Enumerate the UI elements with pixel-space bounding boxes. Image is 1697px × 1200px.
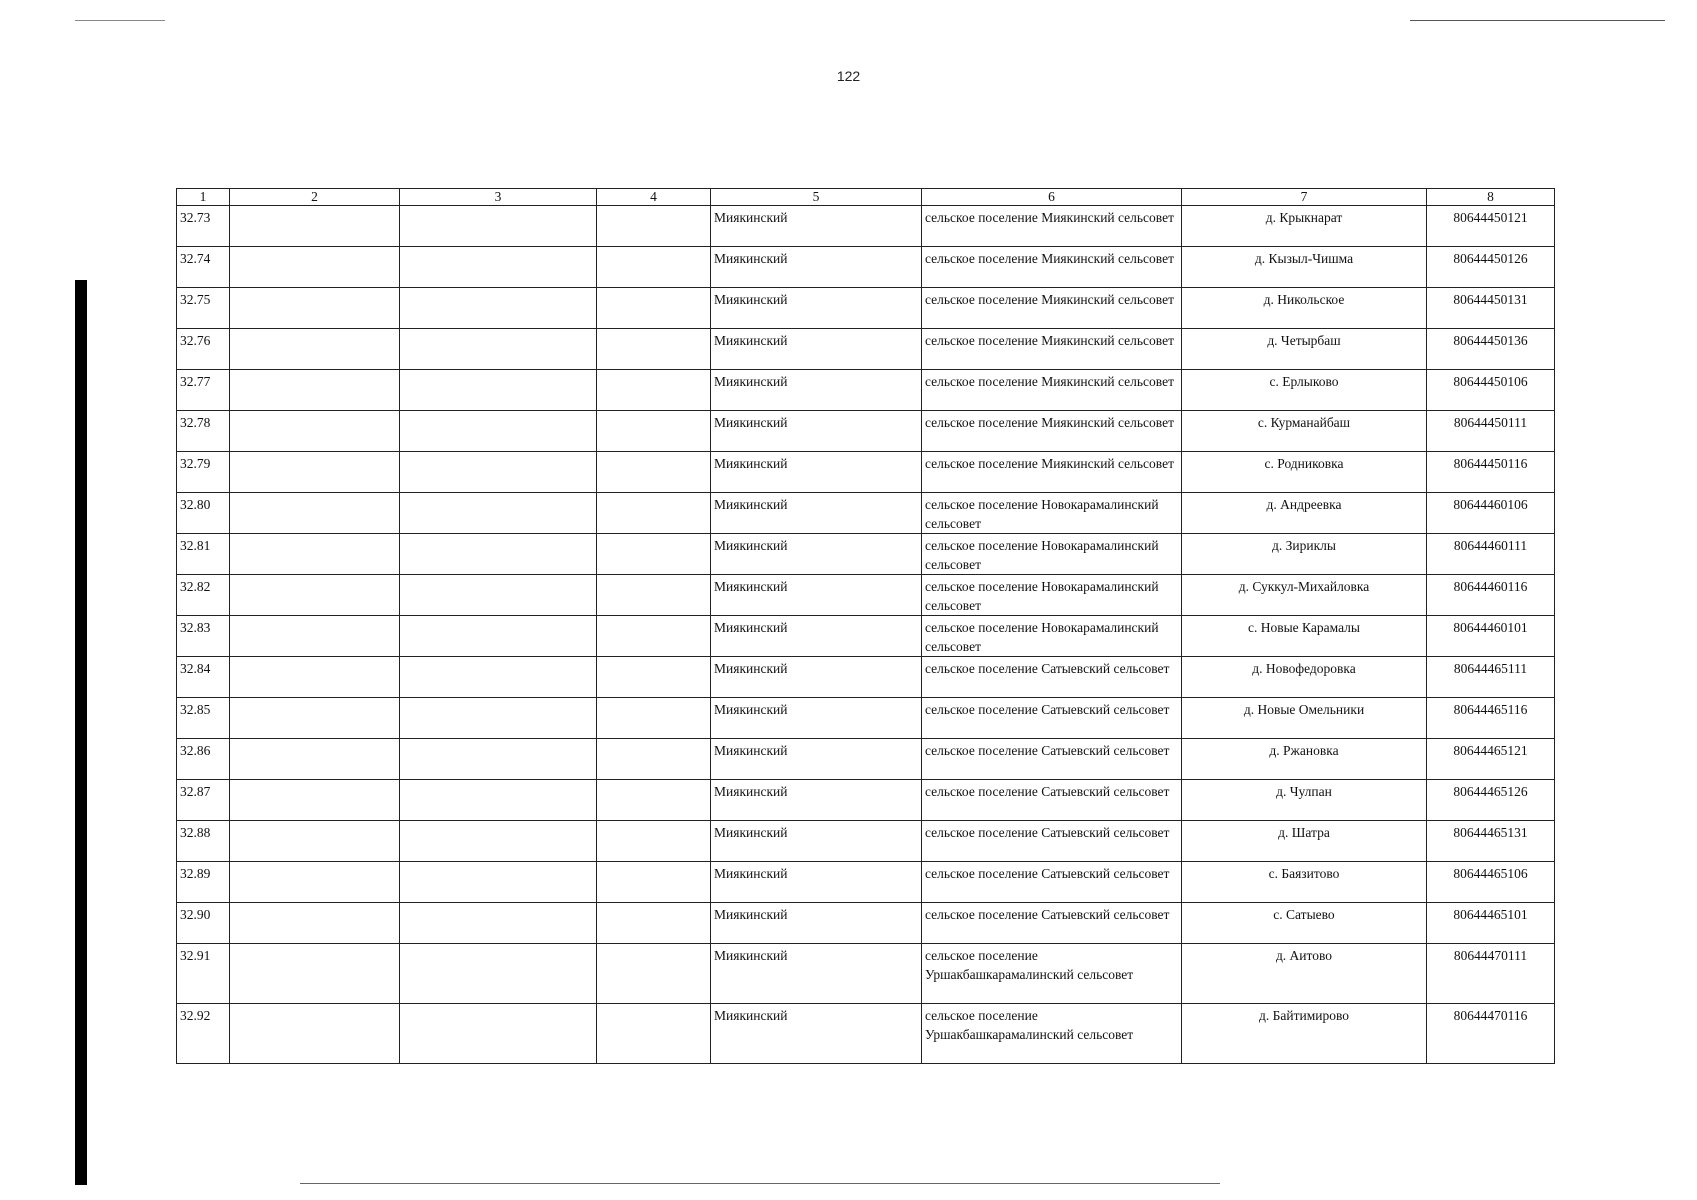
settlement-cell: д. Суккул-Михайловка [1182, 575, 1427, 616]
oktmo-code-cell: 80644465126 [1427, 780, 1555, 821]
municipality-cell: сельское поселение Миякинский сельсовет [922, 288, 1182, 329]
column-3-cell [400, 657, 597, 698]
table-row [177, 1004, 1555, 1064]
settlement-cell: с. Ерлыково [1182, 370, 1427, 411]
settlement-cell: д. Аитово [1182, 944, 1427, 1004]
settlement-cell: д. Четырбаш [1182, 329, 1427, 370]
oktmo-code-cell: 80644450131 [1427, 288, 1555, 329]
column-4-cell [597, 616, 711, 657]
oktmo-code-cell: 80644470111 [1427, 944, 1555, 1004]
district-cell: Миякинский [711, 247, 922, 288]
table-row [177, 944, 1555, 1004]
column-4-cell [597, 739, 711, 780]
table-row [177, 534, 1555, 575]
district-cell: Миякинский [711, 903, 922, 944]
row-number-cell: 32.81 [177, 534, 230, 575]
table-row [177, 698, 1555, 739]
column-2-cell [230, 862, 400, 903]
district-cell: Миякинский [711, 493, 922, 534]
column-3-cell [400, 739, 597, 780]
column-4-cell [597, 575, 711, 616]
settlement-cell: д. Байтимирово [1182, 1004, 1427, 1064]
row-number-cell: 32.91 [177, 944, 230, 1004]
row-number-cell: 32.73 [177, 206, 230, 247]
column-2-cell [230, 698, 400, 739]
column-header: 4 [597, 189, 711, 206]
settlement-cell: д. Крыкнарат [1182, 206, 1427, 247]
row-number-cell: 32.80 [177, 493, 230, 534]
scan-edge-line [1410, 20, 1665, 21]
table-body [177, 206, 1555, 1064]
municipality-cell: сельское поселение Новокарамалинский сельсовет [922, 493, 1182, 534]
settlement-cell: д. Зириклы [1182, 534, 1427, 575]
column-2-cell [230, 329, 400, 370]
column-2-cell [230, 493, 400, 534]
column-header: 3 [400, 189, 597, 206]
row-number-cell: 32.88 [177, 821, 230, 862]
settlement-cell: д. Новые Омельники [1182, 698, 1427, 739]
column-3-cell [400, 534, 597, 575]
district-cell: Миякинский [711, 698, 922, 739]
column-4-cell [597, 493, 711, 534]
column-3-cell [400, 411, 597, 452]
district-cell: Миякинский [711, 452, 922, 493]
column-4-cell [597, 903, 711, 944]
table-row [177, 862, 1555, 903]
column-2-cell [230, 411, 400, 452]
settlement-cell: д. Кызыл-Чишма [1182, 247, 1427, 288]
district-cell: Миякинский [711, 739, 922, 780]
column-3-cell [400, 903, 597, 944]
column-3-cell [400, 575, 597, 616]
column-3-cell [400, 1004, 597, 1064]
column-2-cell [230, 903, 400, 944]
district-cell: Миякинский [711, 780, 922, 821]
column-3-cell [400, 616, 597, 657]
municipality-cell: сельское поселение Новокарамалинский сельсовет [922, 616, 1182, 657]
table-row [177, 411, 1555, 452]
row-number-cell: 32.75 [177, 288, 230, 329]
page-number: 122 [836, 68, 861, 84]
column-2-cell [230, 452, 400, 493]
municipality-cell: сельское поселение Сатыевский сельсовет [922, 780, 1182, 821]
table-row [177, 452, 1555, 493]
oktmo-code-cell: 80644450116 [1427, 452, 1555, 493]
column-3-cell [400, 821, 597, 862]
column-2-cell [230, 1004, 400, 1064]
header-row [177, 189, 1555, 206]
municipality-cell: сельское поселение Новокарамалинский сельсовет [922, 575, 1182, 616]
column-3-cell [400, 370, 597, 411]
row-number-cell: 32.79 [177, 452, 230, 493]
settlement-cell: с. Родниковка [1182, 452, 1427, 493]
municipality-cell: сельское поселение Новокарамалинский сельсовет [922, 534, 1182, 575]
column-3-cell [400, 862, 597, 903]
table-row [177, 288, 1555, 329]
district-cell: Миякинский [711, 1004, 922, 1064]
column-2-cell [230, 657, 400, 698]
table-row [177, 780, 1555, 821]
settlement-cell: с. Баязитово [1182, 862, 1427, 903]
oktmo-code-cell: 80644460111 [1427, 534, 1555, 575]
district-cell: Миякинский [711, 411, 922, 452]
row-number-cell: 32.84 [177, 657, 230, 698]
municipality-cell: сельское поселение Миякинский сельсовет [922, 411, 1182, 452]
oktmo-code-cell: 80644450106 [1427, 370, 1555, 411]
scan-binding-shadow [75, 280, 87, 1185]
oktmo-code-cell: 80644450136 [1427, 329, 1555, 370]
district-cell: Миякинский [711, 657, 922, 698]
row-number-cell: 32.92 [177, 1004, 230, 1064]
district-cell: Миякинский [711, 329, 922, 370]
column-4-cell [597, 370, 711, 411]
row-number-cell: 32.78 [177, 411, 230, 452]
oktmo-code-cell: 80644465101 [1427, 903, 1555, 944]
column-2-cell [230, 370, 400, 411]
column-3-cell [400, 452, 597, 493]
column-header: 5 [711, 189, 922, 206]
oktmo-code-cell: 80644465106 [1427, 862, 1555, 903]
municipality-cell: сельское поселение Миякинский сельсовет [922, 329, 1182, 370]
table-row [177, 493, 1555, 534]
table-row [177, 903, 1555, 944]
district-cell: Миякинский [711, 821, 922, 862]
row-number-cell: 32.77 [177, 370, 230, 411]
column-4-cell [597, 452, 711, 493]
table-row [177, 247, 1555, 288]
column-4-cell [597, 862, 711, 903]
municipality-cell: сельское поселение Миякинский сельсовет [922, 247, 1182, 288]
municipality-cell: сельское поселение Сатыевский сельсовет [922, 903, 1182, 944]
oktmo-code-cell: 80644465116 [1427, 698, 1555, 739]
settlement-cell: д. Ржановка [1182, 739, 1427, 780]
oktmo-code-cell: 80644460101 [1427, 616, 1555, 657]
column-3-cell [400, 288, 597, 329]
municipality-cell: сельское поселение Сатыевский сельсовет [922, 739, 1182, 780]
column-header: 2 [230, 189, 400, 206]
settlement-cell: д. Никольское [1182, 288, 1427, 329]
column-header: 8 [1427, 189, 1555, 206]
column-header: 7 [1182, 189, 1427, 206]
district-cell: Миякинский [711, 534, 922, 575]
municipality-cell: сельское поселение Уршакбашкарамалинский сельсовет [922, 944, 1182, 1004]
column-2-cell [230, 206, 400, 247]
table-row [177, 739, 1555, 780]
settlement-cell: д. Чулпан [1182, 780, 1427, 821]
column-4-cell [597, 698, 711, 739]
column-3-cell [400, 206, 597, 247]
column-2-cell [230, 739, 400, 780]
column-4-cell [597, 780, 711, 821]
municipality-cell: сельское поселение Сатыевский сельсовет [922, 698, 1182, 739]
table-row [177, 370, 1555, 411]
district-cell: Миякинский [711, 370, 922, 411]
table-row [177, 821, 1555, 862]
settlements-table [176, 188, 1555, 1064]
column-4-cell [597, 944, 711, 1004]
oktmo-code-cell: 80644450121 [1427, 206, 1555, 247]
row-number-cell: 32.86 [177, 739, 230, 780]
municipality-cell: сельское поселение Сатыевский сельсовет [922, 821, 1182, 862]
oktmo-code-cell: 80644465121 [1427, 739, 1555, 780]
row-number-cell: 32.83 [177, 616, 230, 657]
table-row [177, 657, 1555, 698]
column-4-cell [597, 411, 711, 452]
table-row [177, 329, 1555, 370]
column-header: 6 [922, 189, 1182, 206]
column-2-cell [230, 575, 400, 616]
settlement-cell: с. Курманайбаш [1182, 411, 1427, 452]
column-3-cell [400, 493, 597, 534]
row-number-cell: 32.90 [177, 903, 230, 944]
row-number-cell: 32.87 [177, 780, 230, 821]
column-3-cell [400, 944, 597, 1004]
district-cell: Миякинский [711, 616, 922, 657]
settlement-cell: д. Шатра [1182, 821, 1427, 862]
row-number-cell: 32.76 [177, 329, 230, 370]
column-4-cell [597, 657, 711, 698]
district-cell: Миякинский [711, 944, 922, 1004]
column-header: 1 [177, 189, 230, 206]
district-cell: Миякинский [711, 575, 922, 616]
table-row [177, 616, 1555, 657]
oktmo-code-cell: 80644450126 [1427, 247, 1555, 288]
column-3-cell [400, 329, 597, 370]
oktmo-code-cell: 80644450111 [1427, 411, 1555, 452]
settlement-cell: д. Новофедоровка [1182, 657, 1427, 698]
scan-edge-line [300, 1183, 1220, 1184]
row-number-cell: 32.89 [177, 862, 230, 903]
table-row [177, 206, 1555, 247]
oktmo-code-cell: 80644460106 [1427, 493, 1555, 534]
column-4-cell [597, 821, 711, 862]
row-number-cell: 32.85 [177, 698, 230, 739]
municipality-cell: сельское поселение Миякинский сельсовет [922, 206, 1182, 247]
column-2-cell [230, 247, 400, 288]
oktmo-code-cell: 80644465111 [1427, 657, 1555, 698]
column-2-cell [230, 944, 400, 1004]
column-3-cell [400, 780, 597, 821]
municipality-cell: сельское поселение Сатыевский сельсовет [922, 862, 1182, 903]
column-3-cell [400, 247, 597, 288]
column-2-cell [230, 821, 400, 862]
district-cell: Миякинский [711, 862, 922, 903]
column-4-cell [597, 206, 711, 247]
column-4-cell [597, 329, 711, 370]
oktmo-code-cell: 80644460116 [1427, 575, 1555, 616]
column-2-cell [230, 288, 400, 329]
oktmo-code-cell: 80644470116 [1427, 1004, 1555, 1064]
column-4-cell [597, 247, 711, 288]
settlement-cell: д. Андреевка [1182, 493, 1427, 534]
scan-edge-line [75, 20, 165, 21]
column-2-cell [230, 534, 400, 575]
district-cell: Миякинский [711, 288, 922, 329]
oktmo-code-cell: 80644465131 [1427, 821, 1555, 862]
municipality-cell: сельское поселение Миякинский сельсовет [922, 452, 1182, 493]
column-4-cell [597, 1004, 711, 1064]
table-row [177, 575, 1555, 616]
municipality-cell: сельское поселение Уршакбашкарамалинский сельсовет [922, 1004, 1182, 1064]
column-4-cell [597, 288, 711, 329]
column-2-cell [230, 616, 400, 657]
column-3-cell [400, 698, 597, 739]
settlement-cell: с. Новые Карамалы [1182, 616, 1427, 657]
column-4-cell [597, 534, 711, 575]
column-2-cell [230, 780, 400, 821]
settlement-cell: с. Сатыево [1182, 903, 1427, 944]
row-number-cell: 32.74 [177, 247, 230, 288]
row-number-cell: 32.82 [177, 575, 230, 616]
municipality-cell: сельское поселение Миякинский сельсовет [922, 370, 1182, 411]
municipality-cell: сельское поселение Сатыевский сельсовет [922, 657, 1182, 698]
district-cell: Миякинский [711, 206, 922, 247]
